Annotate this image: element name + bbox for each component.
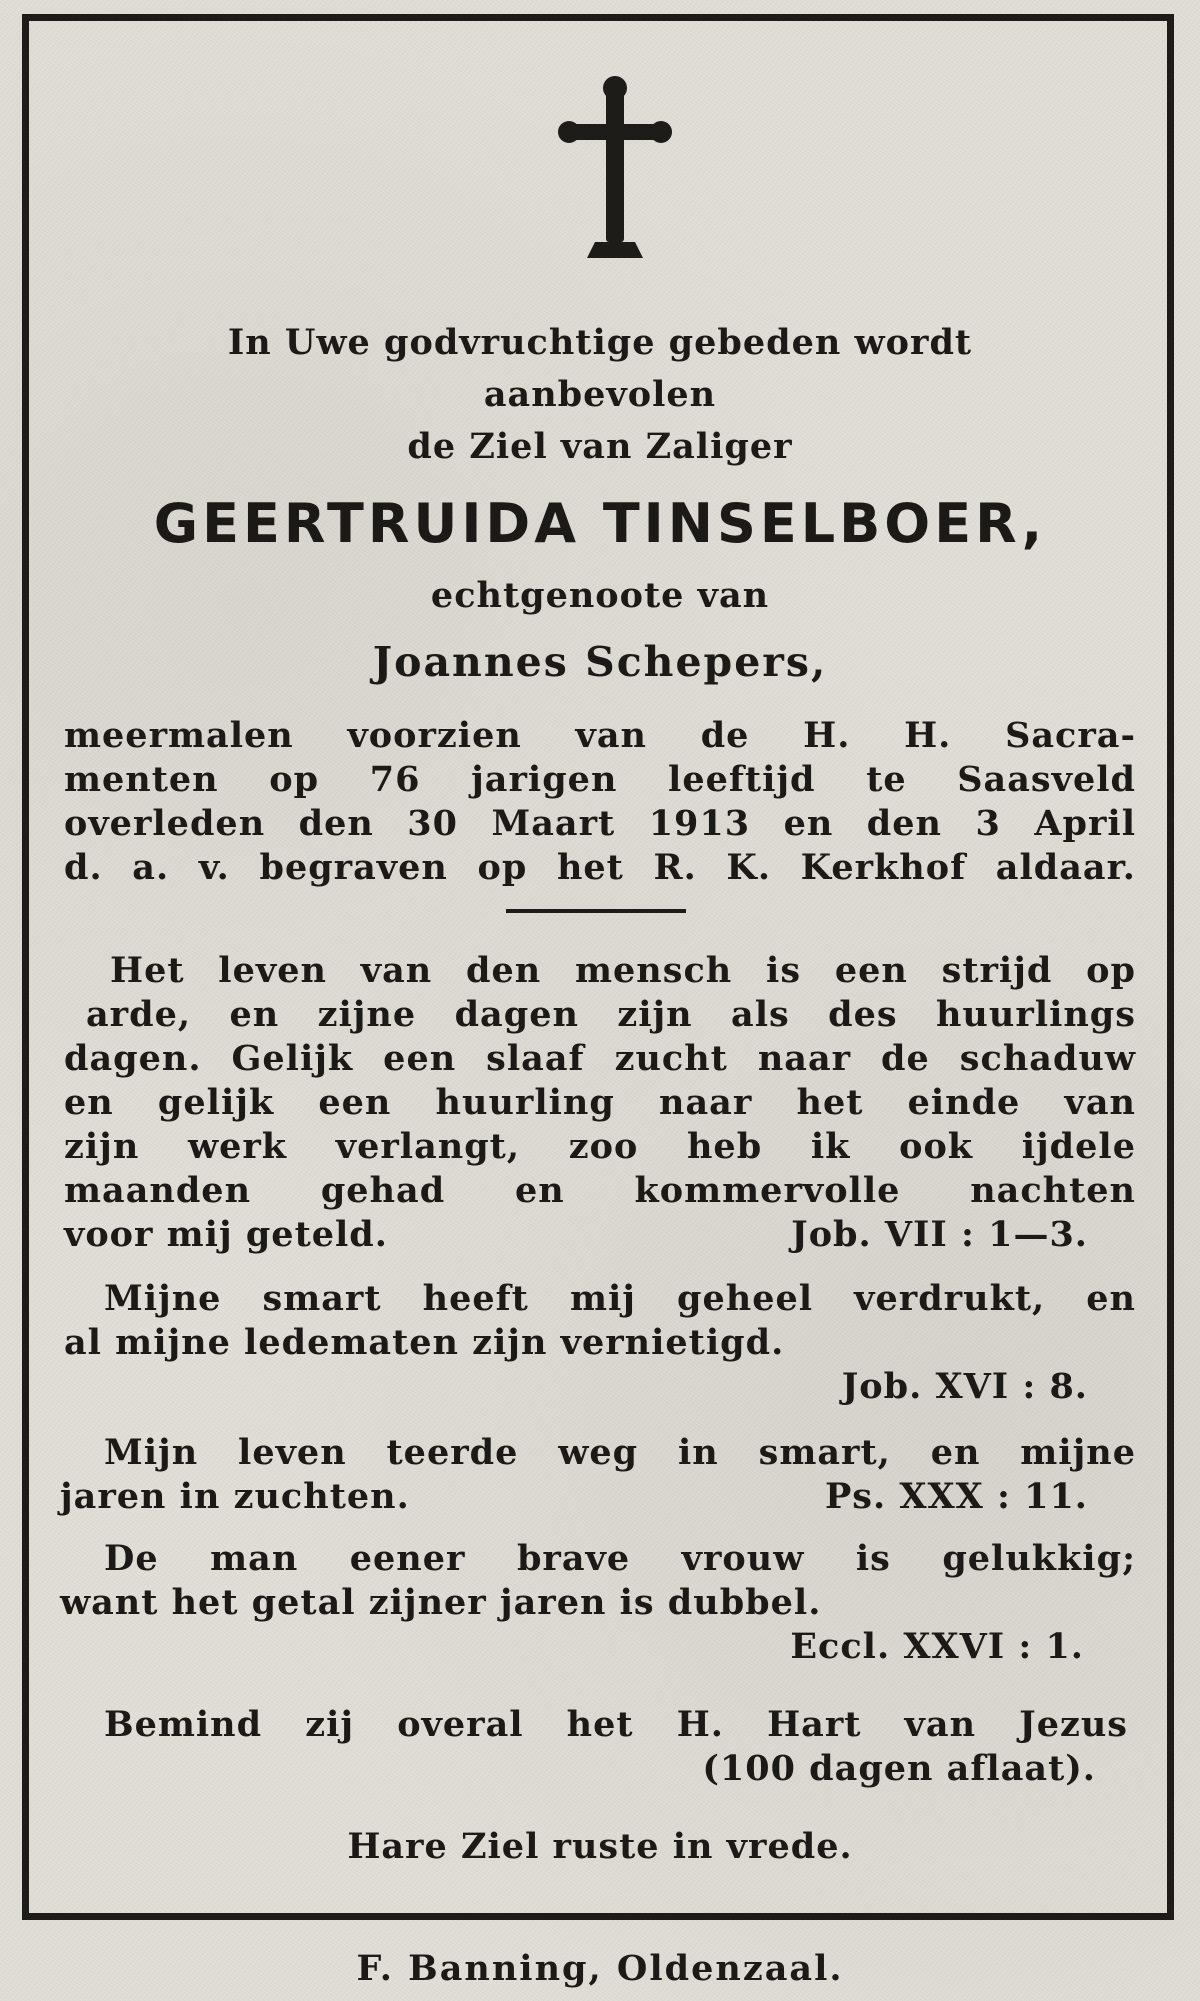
verse1-line-4: en gelijk een huurling naar het einde van <box>64 1082 1136 1123</box>
cross-icon <box>557 74 673 266</box>
biography-line-1: meermalen voorzien van de H. H. Sacra- <box>64 715 1136 756</box>
verse2-reference: Job. XVI : 8. <box>841 1366 1088 1407</box>
verse3-last-row <box>60 1475 1088 1519</box>
verse3-last-line: jaren in zuchten. <box>60 1476 410 1517</box>
verse1-line-5: zijn werk verlangt, zoo heb ik ook ijdele <box>64 1126 1136 1167</box>
verse3-reference: Ps. XXX : 11. <box>824 1476 1088 1517</box>
verse4-line-2: want het getal zijner jaren is dubbel. <box>60 1582 822 1623</box>
divider-rule <box>506 909 686 913</box>
relation-text: echtgenoote van <box>430 575 770 616</box>
deceased-name: GEERTRUIDA TINSELBOER, <box>153 492 1047 555</box>
verse1-line-6: maanden gehad en kommervolle nachten <box>64 1170 1136 1211</box>
invocation-line-2: (100 dagen aflaat). <box>702 1748 1096 1789</box>
verse1-reference: Job. VII : 1—3. <box>791 1214 1088 1255</box>
verse1-last-line: voor mij geteld. <box>64 1214 388 1255</box>
intro-line-3: de Ziel van Zaliger <box>407 426 793 467</box>
verse1-last-row <box>64 1213 1088 1257</box>
verse4-reference: Eccl. XXVI : 1. <box>790 1626 1084 1667</box>
verse1-line-2: arde, en zijne dagen zijn als des huurlings <box>86 994 1136 1035</box>
closing-line: Hare Ziel ruste in vrede. <box>347 1826 853 1867</box>
printer-imprint: F. Banning, Oldenzaal. <box>356 1948 844 1989</box>
intro-line-1: In Uwe godvruchtige gebeden wordt <box>227 322 973 363</box>
verse4-line-1: De man eener brave vrouw is gelukkig; <box>104 1538 1136 1579</box>
biography-line-2: menten op 76 jarigen leeftijd te Saasveld <box>64 759 1136 800</box>
biography-line-4: d. a. v. begraven op het R. K. Kerkhof aldaar. <box>64 847 1136 888</box>
verse1-line-3: dagen. Gelijk een slaaf zucht naar de schaduw <box>64 1038 1136 1079</box>
biography-line-3: overleden den 30 Maart 1913 en den 3 April <box>64 803 1136 844</box>
intro-line-2: aanbevolen <box>483 374 717 415</box>
verse2-line-1: Mijne smart heeft mij geheel verdrukt, en <box>104 1278 1136 1319</box>
spouse-name: Joannes Schepers, <box>372 638 828 686</box>
invocation-line-1: Bemind zij overal het H. Hart van Jezus <box>104 1704 1128 1745</box>
verse3-line-1: Mijn leven teerde weg in smart, en mijne <box>104 1432 1136 1473</box>
verse2-line-2: al mijne ledematen zijn vernietigd. <box>64 1322 785 1363</box>
verse1-line-1: Het leven van den mensch is een strijd op <box>110 950 1136 991</box>
